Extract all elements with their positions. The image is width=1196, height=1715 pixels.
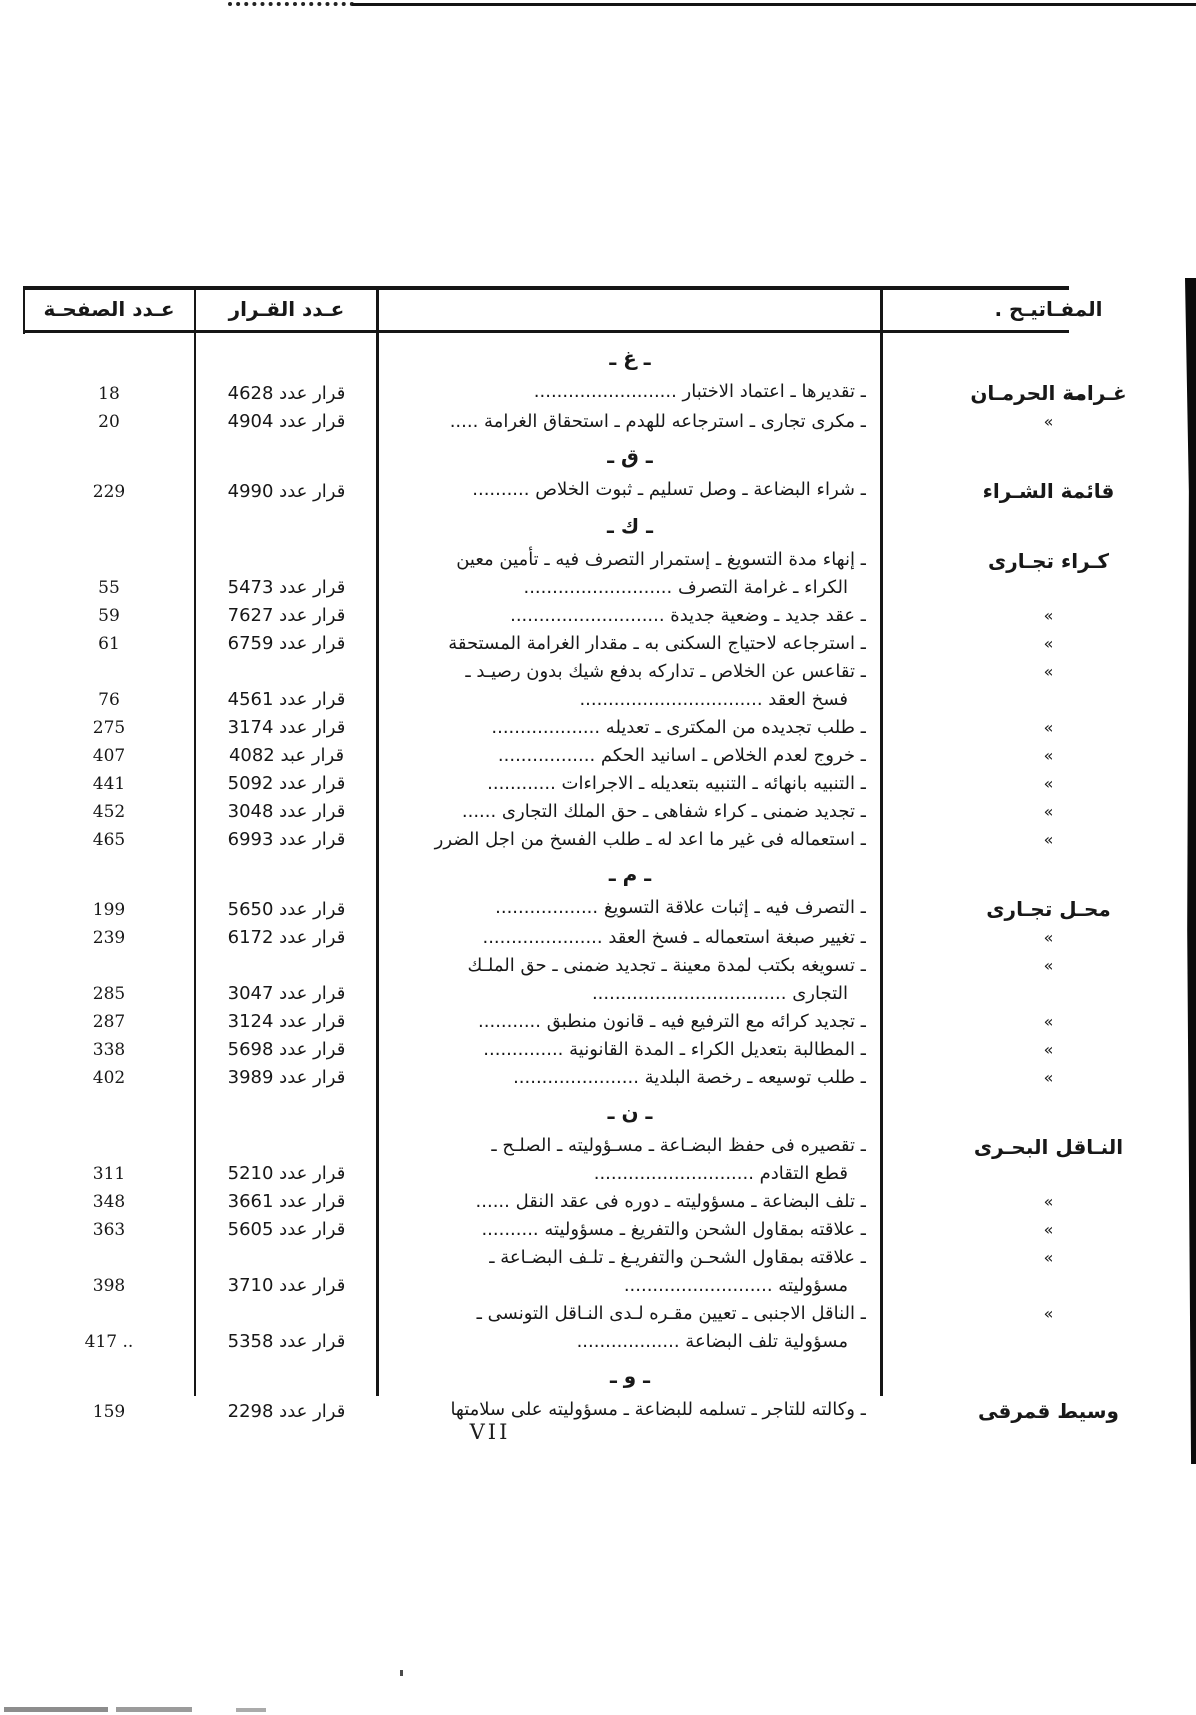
key-term-cell: كـراء تجـارى xyxy=(987,549,1110,573)
key-term-cell: قائمة الشـراء xyxy=(982,479,1115,503)
subject-line: ـ شراء البضاعة ـ وصل تسليم ـ ثبوت الخلاص .......... xyxy=(472,479,866,500)
key-term-cell: » xyxy=(1043,956,1054,975)
decision-number-cell: قرار عدد 5605 xyxy=(227,1219,346,1240)
subject-line: ـ علاقته بمقاول الشحـن والتفريـغ ـ تلـف البضـاعة ـ xyxy=(489,1247,866,1268)
subject-line: ـ إنهاء مدة التسويغ ـ إستمرار التصرف فيه ـ تأمين معين xyxy=(456,549,866,570)
subject-line: ـ تقاعس عن الخلاص ـ تداركه بدفع شيك بدون رصيـد ـ xyxy=(465,661,866,682)
index-entry-row xyxy=(23,714,1171,742)
column-header-decision-number: عـدد القـرار xyxy=(228,297,345,321)
subject-cell xyxy=(378,798,882,826)
subject-cell xyxy=(378,602,882,630)
key-term-cell: » xyxy=(1043,662,1054,681)
subject-cell xyxy=(378,924,882,952)
section-letter-label: ـ ن ـ xyxy=(607,1100,653,1124)
subject-line: التجارى .................................. xyxy=(591,983,848,1004)
index-entry-row xyxy=(23,476,1171,506)
key-term-cell: » xyxy=(1043,718,1054,737)
subject-line: ـ تجديد ضمنى ـ كراء شفاهى ـ حق الملك التجارى ...... xyxy=(461,801,866,822)
subject-cell xyxy=(378,658,882,714)
subject-cell xyxy=(378,1064,882,1092)
decision-number-cell: قرار عدد 6993 xyxy=(227,829,346,850)
decision-number-cell: قرار عدد 5358 xyxy=(227,1331,346,1352)
section-divider-row xyxy=(23,1358,1171,1394)
subject-cell xyxy=(378,1008,882,1036)
subject-cell xyxy=(378,952,882,1008)
page-number-cell: 402 xyxy=(92,1068,126,1088)
subject-line: ـ وكالته للتاجر ـ تسلمه للبضاعة ـ مسؤوليته على سلامتها xyxy=(450,1399,866,1420)
decision-number-cell: قرار عدد 7627 xyxy=(227,605,346,626)
key-term-cell: » xyxy=(1043,412,1054,431)
page-number-cell: 239 xyxy=(92,928,126,948)
page-number-cell: 287 xyxy=(92,1012,126,1032)
index-entry-row xyxy=(23,1036,1171,1064)
subject-line: ـ استعماله فى غير ما اعد له ـ طلب الفسخ من اجل الضرر xyxy=(434,829,866,850)
scan-edge-line xyxy=(352,3,1196,6)
column-header-keys: المفـاتيـح . xyxy=(994,297,1103,321)
scan-bottom-smudge xyxy=(236,1708,266,1712)
decision-number-cell: قرار عدد 5650 xyxy=(227,899,346,920)
subject-cell xyxy=(378,714,882,742)
key-term-cell: » xyxy=(1043,1220,1054,1239)
subject-line: الكراء ـ غرامة التصرف .......................... xyxy=(523,577,848,598)
index-entry-row xyxy=(23,952,1171,1008)
decision-number-cell: قرار عدد 3174 xyxy=(227,717,346,738)
page-number-cell: 441 xyxy=(92,774,126,794)
decision-number-cell: قرار عدد 3989 xyxy=(227,1067,346,1088)
subject-line: ـ عقد جديد ـ وضعية جديدة ........................... xyxy=(510,605,866,626)
decision-number-cell: قرار عدد 4628 xyxy=(227,383,346,404)
key-term-cell: وسيط قمرقى xyxy=(978,1399,1119,1423)
subject-line: ـ تغيير صبغة استعماله ـ فسخ العقد ..................... xyxy=(482,927,866,948)
decision-number-cell: قرار عدد 4561 xyxy=(227,689,346,710)
index-entry-row xyxy=(23,1396,1171,1426)
page-number-cell: 275 xyxy=(92,718,126,738)
decision-number-cell: قرار عدد 3124 xyxy=(227,1011,346,1032)
page-number-cell: 55 xyxy=(98,578,120,598)
subject-cell xyxy=(378,826,882,854)
subject-line: ـ استرجاعه لاحتياج السكنى به ـ مقدار الغرامة المستحقة xyxy=(448,633,866,654)
index-entry-row xyxy=(23,1008,1171,1036)
subject-line: ـ تجديد كرائه مع الترفيع فيه ـ قانون منطبق ........... xyxy=(478,1011,866,1032)
page-number-cell: 285 xyxy=(92,984,126,1004)
page-number-cell: 338 xyxy=(92,1040,126,1060)
key-term-cell: » xyxy=(1043,1192,1054,1211)
key-term-cell: » xyxy=(1043,606,1054,625)
subject-line: مسؤوليته .......................... xyxy=(623,1275,848,1296)
key-term-cell: » xyxy=(1043,634,1054,653)
page-number-cell: 159 xyxy=(92,1402,126,1422)
decision-number-cell: قرار عدد 5210 xyxy=(227,1163,346,1184)
subject-cell xyxy=(378,1036,882,1064)
index-entry-row xyxy=(23,826,1171,854)
subject-line: قطع التقادم ............................ xyxy=(593,1163,848,1184)
table-header-row xyxy=(23,290,1171,328)
column-header-page-number: عـدد الصفحـة xyxy=(43,297,175,321)
key-term-cell: » xyxy=(1043,830,1054,849)
index-entry-row xyxy=(23,1064,1171,1092)
section-divider-row xyxy=(23,340,1171,376)
page-number-cell: 452 xyxy=(92,802,126,822)
subject-cell xyxy=(378,1216,882,1244)
index-entry-row xyxy=(23,378,1171,408)
section-letter-label: ـ ك ـ xyxy=(607,514,653,538)
index-entry-row xyxy=(23,546,1171,602)
decision-number-cell: قرار عدد 4904 xyxy=(227,411,346,432)
decision-number-cell: قرار عدد 3048 xyxy=(227,801,346,822)
index-entry-row xyxy=(23,658,1171,714)
subject-line: ـ المطالبة بتعديل الكراء ـ المدة القانونية .............. xyxy=(483,1039,866,1060)
page-number-cell: 363 xyxy=(92,1220,126,1240)
subject-cell xyxy=(378,1188,882,1216)
subject-line: ـ تقديرها ـ اعتماد الاختبار ......................... xyxy=(533,381,866,402)
section-divider-row xyxy=(23,438,1171,474)
page-number-cell: 348 xyxy=(92,1192,126,1212)
scan-bottom-smudge xyxy=(4,1707,108,1712)
subject-line: ـ تسويغه بكتب لمدة معينة ـ تجديد ضمنى ـ حق الملـك xyxy=(467,955,866,976)
subject-cell xyxy=(378,894,882,924)
index-entry-row xyxy=(23,1188,1171,1216)
index-entry-row xyxy=(23,408,1171,436)
key-term-cell: » xyxy=(1043,1040,1054,1059)
key-term-cell: » xyxy=(1043,1012,1054,1031)
index-entry-row xyxy=(23,1216,1171,1244)
index-entry-row xyxy=(23,602,1171,630)
key-term-cell: النـاقل البحـرى xyxy=(973,1135,1124,1159)
index-entry-row xyxy=(23,894,1171,924)
subject-line: ـ الناقل الاجنبى ـ تعيين مقـره لـدى النـاقل التونسى ـ xyxy=(476,1303,866,1324)
section-divider-row xyxy=(23,856,1171,892)
subject-line: ـ علاقته بمقاول الشحن والتفريغ ـ مسؤوليته .......... xyxy=(481,1219,866,1240)
decision-number-cell: قرار عبد 4082 xyxy=(228,745,345,766)
section-letter-label: ـ م ـ xyxy=(608,862,652,886)
index-entry-row xyxy=(23,1300,1171,1356)
index-entry-row xyxy=(23,1132,1171,1188)
key-term-cell: » xyxy=(1043,802,1054,821)
key-term-cell: غـرامة الحرمـان xyxy=(970,381,1127,405)
key-term-cell: » xyxy=(1043,928,1054,947)
subject-line: ـ تقصيره فى حفظ البضـاعة ـ مسـؤوليته ـ الصلـح ـ xyxy=(491,1135,866,1156)
page-number-cell: 229 xyxy=(92,482,126,502)
subject-cell xyxy=(378,546,882,602)
subject-line: ـ طلب توسيعه ـ رخصة البلدية ...................... xyxy=(513,1067,866,1088)
page-number-cell: 76 xyxy=(98,690,120,710)
subject-cell xyxy=(378,1244,882,1300)
table-header-divider xyxy=(23,330,1069,333)
page-number-cell: 61 xyxy=(98,634,120,654)
decision-number-cell: قرار عدد 5473 xyxy=(227,577,346,598)
page-number-cell: 311 xyxy=(92,1164,126,1184)
table-body xyxy=(23,338,1171,1426)
page-number-cell: 465 xyxy=(92,830,126,850)
decision-number-cell: قرار عدد 3710 xyxy=(227,1275,346,1296)
subject-cell xyxy=(378,1300,882,1356)
subject-line: ـ التصرف فيه ـ إثبات علاقة التسويغ .................. xyxy=(495,897,866,918)
decision-number-cell: قرار عدد 5092 xyxy=(227,773,346,794)
page-number-cell: 20 xyxy=(98,412,120,432)
page-number-cell: 398 xyxy=(92,1276,126,1296)
index-entry-row xyxy=(23,742,1171,770)
key-term-cell: » xyxy=(1043,1248,1054,1267)
subject-line: مسؤولية تلف البضاعة .................. xyxy=(576,1331,848,1352)
key-term-cell: » xyxy=(1043,746,1054,765)
decision-number-cell: قرار عدد 2298 xyxy=(227,1401,346,1422)
section-letter-label: ـ ق ـ xyxy=(607,444,653,468)
page-number-cell: 407 xyxy=(92,746,126,766)
decision-number-cell: قرار عدد 5698 xyxy=(227,1039,346,1060)
scan-bottom-smudge xyxy=(116,1707,192,1712)
subject-cell xyxy=(378,1132,882,1188)
index-entry-row xyxy=(23,1244,1171,1300)
section-letter-label: ـ غ ـ xyxy=(609,346,651,370)
scan-right-edge-shadow xyxy=(1185,278,1196,1464)
scan-speck xyxy=(400,1670,403,1676)
page-number-cell: 18 xyxy=(98,384,120,404)
index-entry-row xyxy=(23,924,1171,952)
page-number-cell: 199 xyxy=(92,900,126,920)
index-entry-row xyxy=(23,798,1171,826)
page-number-cell: 417 .. xyxy=(84,1332,134,1352)
subject-cell xyxy=(378,408,882,436)
subject-cell xyxy=(378,770,882,798)
section-divider-row xyxy=(23,508,1171,544)
subject-cell xyxy=(378,630,882,658)
page-number-cell: 59 xyxy=(98,606,120,626)
key-term-cell: » xyxy=(1043,1068,1054,1087)
key-term-cell: محـل تجـارى xyxy=(986,897,1111,921)
decision-number-cell: قرار عدد 4990 xyxy=(227,481,346,502)
subject-line: فسخ العقد ................................ xyxy=(579,689,848,710)
decision-number-cell: قرار عدد 6759 xyxy=(227,633,346,654)
section-divider-row xyxy=(23,1094,1171,1130)
subject-cell xyxy=(378,378,882,408)
scan-edge-dotted-line xyxy=(228,2,354,6)
index-entry-row xyxy=(23,770,1171,798)
footer-page-number: VII xyxy=(469,1420,511,1444)
key-term-cell: » xyxy=(1043,774,1054,793)
section-letter-label: ـ و ـ xyxy=(609,1364,651,1388)
index-entry-row xyxy=(23,630,1171,658)
subject-line: ـ التنبيه بانهائه ـ التنبيه بتعديله ـ الاجراءات ............ xyxy=(487,773,866,794)
decision-number-cell: قرار عدد 3661 xyxy=(227,1191,346,1212)
subject-line: ـ تلف البضاعة ـ مسؤوليته ـ دوره فى عقد النقل ...... xyxy=(475,1191,866,1212)
subject-cell xyxy=(378,476,882,506)
subject-line: ـ طلب تجديده من المكترى ـ تعديله ................... xyxy=(491,717,866,738)
subject-line: ـ خروج لعدم الخلاص ـ اسانيد الحكم ................. xyxy=(497,745,866,766)
key-term-cell: » xyxy=(1043,1304,1054,1323)
subject-line: ـ مكرى تجارى ـ استرجاعه للهدم ـ استحقاق الغرامة ..... xyxy=(449,411,866,432)
decision-number-cell: قرار عدد 3047 xyxy=(227,983,346,1004)
decision-number-cell: قرار عدد 6172 xyxy=(227,927,346,948)
subject-cell xyxy=(378,742,882,770)
